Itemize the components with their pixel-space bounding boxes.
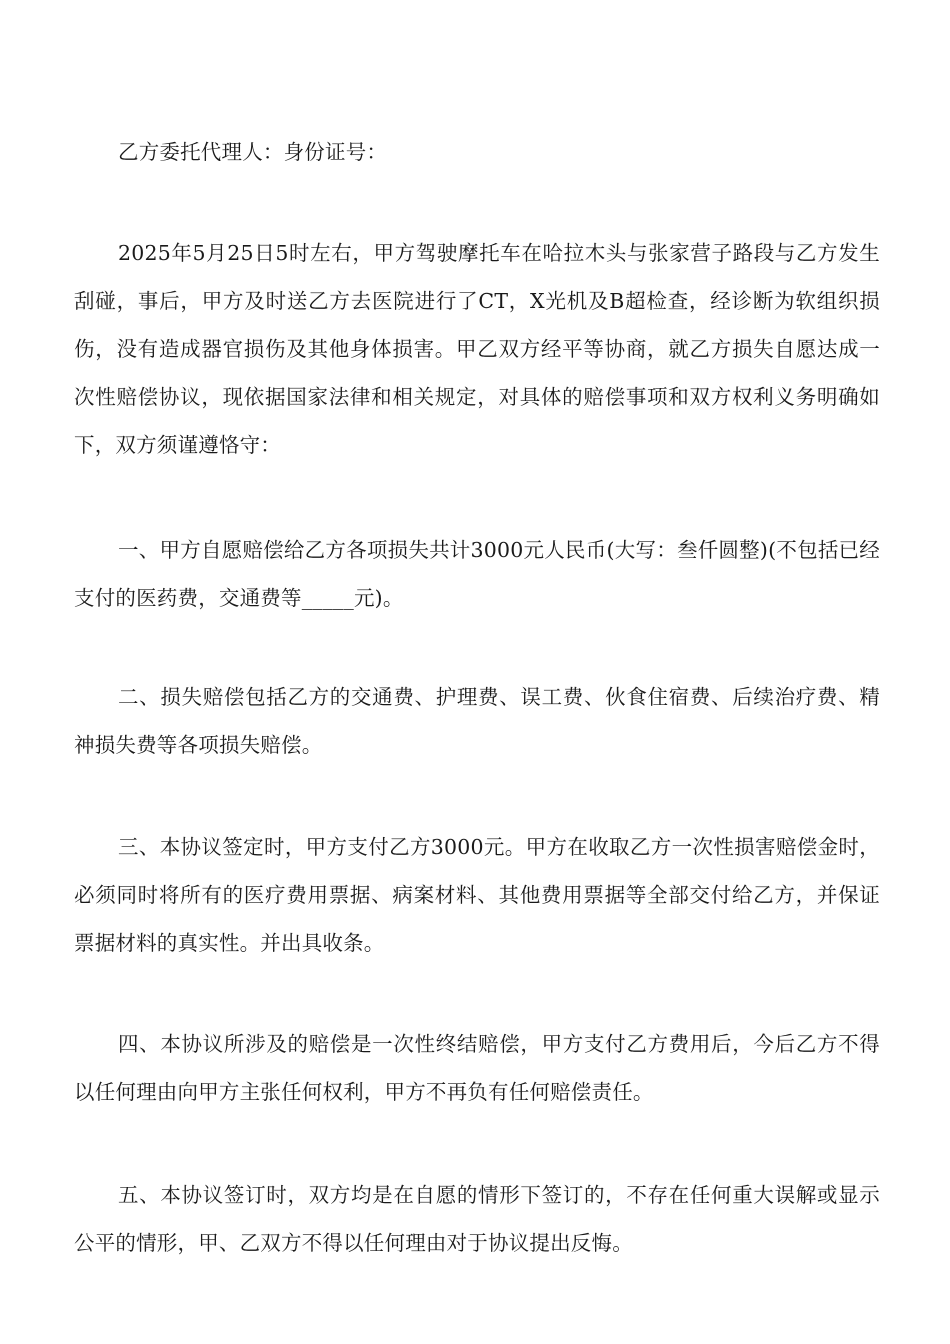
clause-4: 四、本协议所涉及的赔偿是一次性终结赔偿，甲方支付乙方费用后，今后乙方不得以任何理由向甲方主张任何权利，甲方不再负有任何赔偿责任。 bbox=[74, 1032, 880, 1104]
clause-2: 二、损失赔偿包括乙方的交通费、护理费、误工费、伙食住宿费、后续治疗费、精神损失费等各项损失赔偿。 bbox=[74, 685, 880, 757]
clause-1: 一、甲方自愿赔偿给乙方各项损失共计3000元人民币(大写：叁仟圆整)(不包括已经支付的医药费，交通费等_____元)。 bbox=[74, 538, 880, 610]
agent-id-line: 乙方委托代理人：身份证号： bbox=[118, 140, 388, 164]
clause-3: 三、本协议签定时，甲方支付乙方3000元。甲方在收取乙方一次性损害赔偿金时，必须同时将所有的医疗费用票据、病案材料、其他费用票据等全部交付给乙方，并保证票据材料的真实性。并出具收条。 bbox=[74, 835, 880, 955]
intro-paragraph: 2025年5月25日5时左右，甲方驾驶摩托车在哈拉木头与张家营子路段与乙方发生刮碰，事后，甲方及时送乙方去医院进行了CT，X光机及B超检查，经诊断为软组织损伤，没有造成器官损伤及其他身体损害。甲乙双方经平等协商，就乙方损失自愿达成一次性赔偿协议，现依据国家法律和相关规定，对具体的赔偿事项和双方权利义务明确如下，双方须谨遵恪守： bbox=[74, 241, 880, 457]
clause-5: 五、本协议签订时，双方均是在自愿的情形下签订的，不存在任何重大误解或显示公平的情形，甲、乙双方不得以任何理由对于协议提出反悔。 bbox=[74, 1183, 880, 1255]
